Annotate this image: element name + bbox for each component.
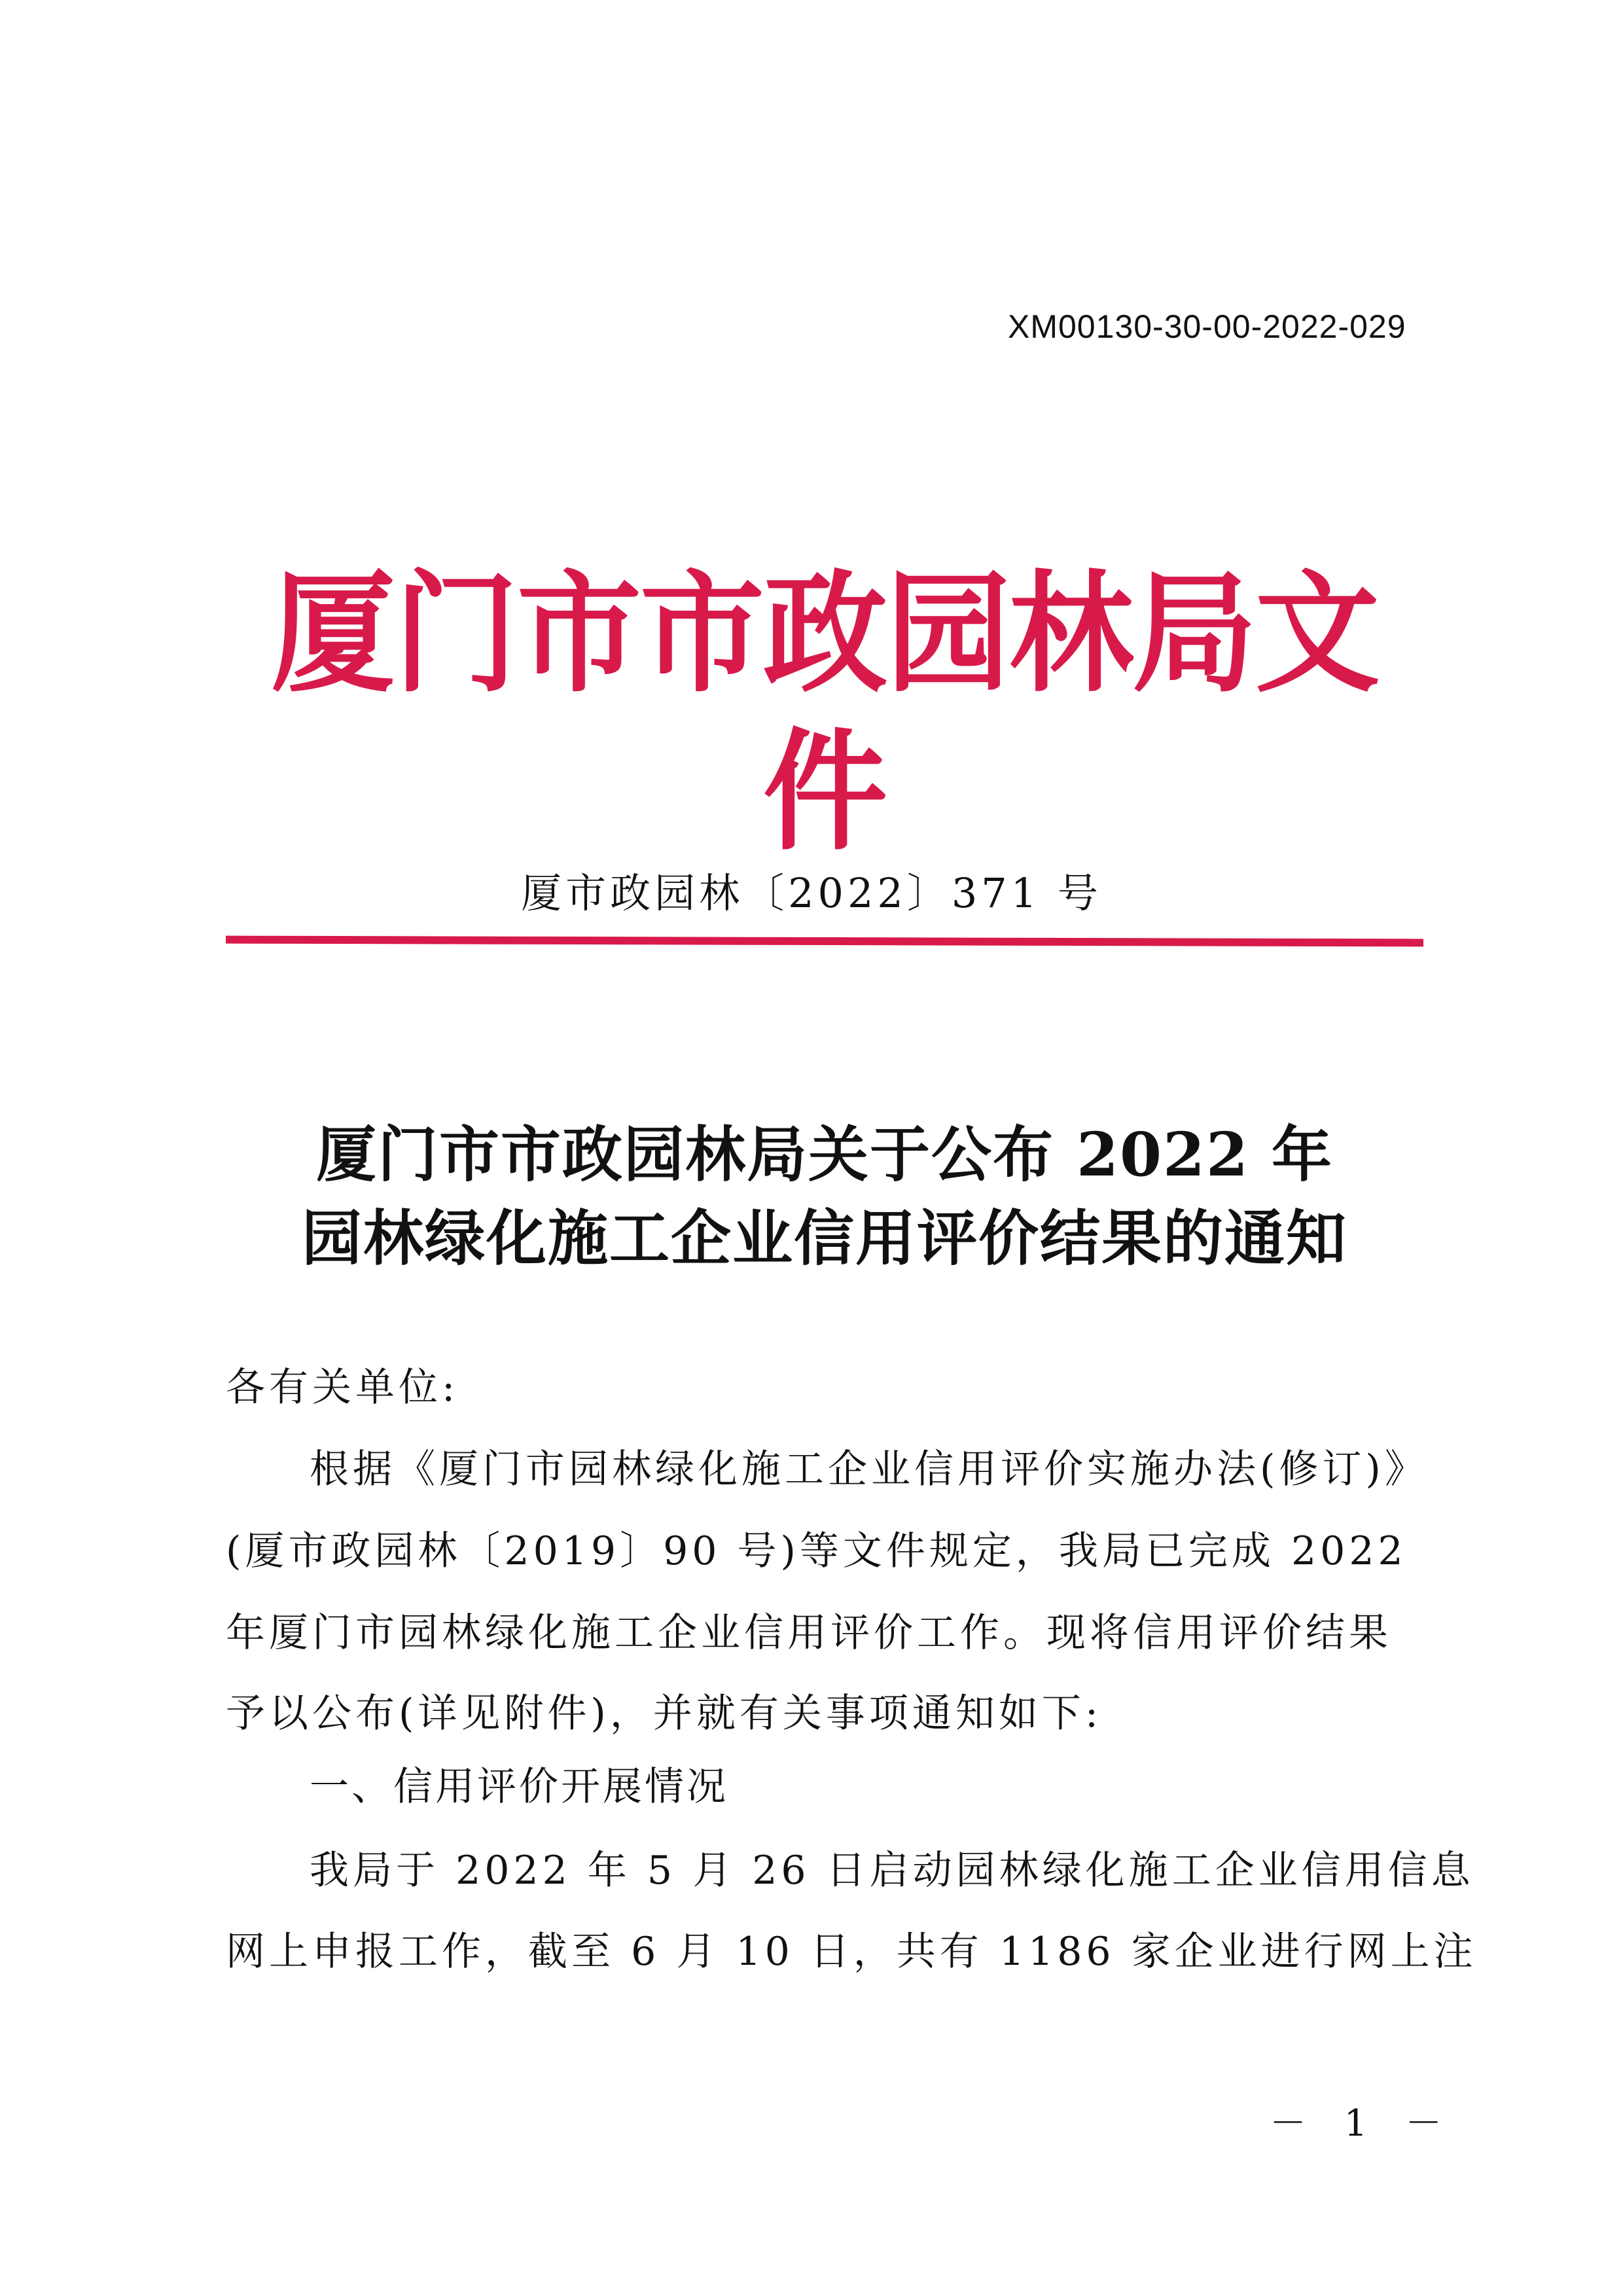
title-line-1: 厦门市市政园林局关于公布 2022 年 xyxy=(315,1119,1334,1190)
paragraph-2-line-1: 我局于 2022 年 5 月 26 日启动园林绿化施工企业信用信息 xyxy=(310,1848,1474,1893)
section-1-heading: 一、信用评价开展情况 xyxy=(310,1764,728,1810)
document-code: XM00130-30-00-2022-029 xyxy=(1008,308,1406,345)
paragraph-1-line-4: 予以公布(详见附件)，并就有关事项通知如下: xyxy=(226,1691,1103,1736)
salutation: 各有关单位: xyxy=(226,1365,459,1410)
paragraph-1-line-3: 年厦门市园林绿化施工企业信用评价工作。现将信用评价结果 xyxy=(226,1610,1392,1656)
notice-title xyxy=(196,1113,1453,1280)
red-divider-rule xyxy=(226,936,1423,947)
paragraph-1-line-2: (厦市政园林〔2019〕90 号)等文件规定，我局已完成 2022 xyxy=(226,1528,1407,1574)
paragraph-2-line-2: 网上申报工作，截至 6 月 10 日，共有 1186 家企业进行网上注 xyxy=(226,1929,1477,1975)
paragraph-1-line-1: 根据《厦门市园林绿化施工企业信用评价实施办法(修订)》 xyxy=(310,1446,1428,1492)
masthead-title: 厦门市市政园林局文件 xyxy=(270,558,1378,869)
document-number: 厦市政园林〔2022〕371 号 xyxy=(521,869,1102,917)
title-line-2: 园林绿化施工企业信用评价结果的通知 xyxy=(301,1203,1347,1274)
page-number: － 1 － xyxy=(1270,2102,1455,2145)
